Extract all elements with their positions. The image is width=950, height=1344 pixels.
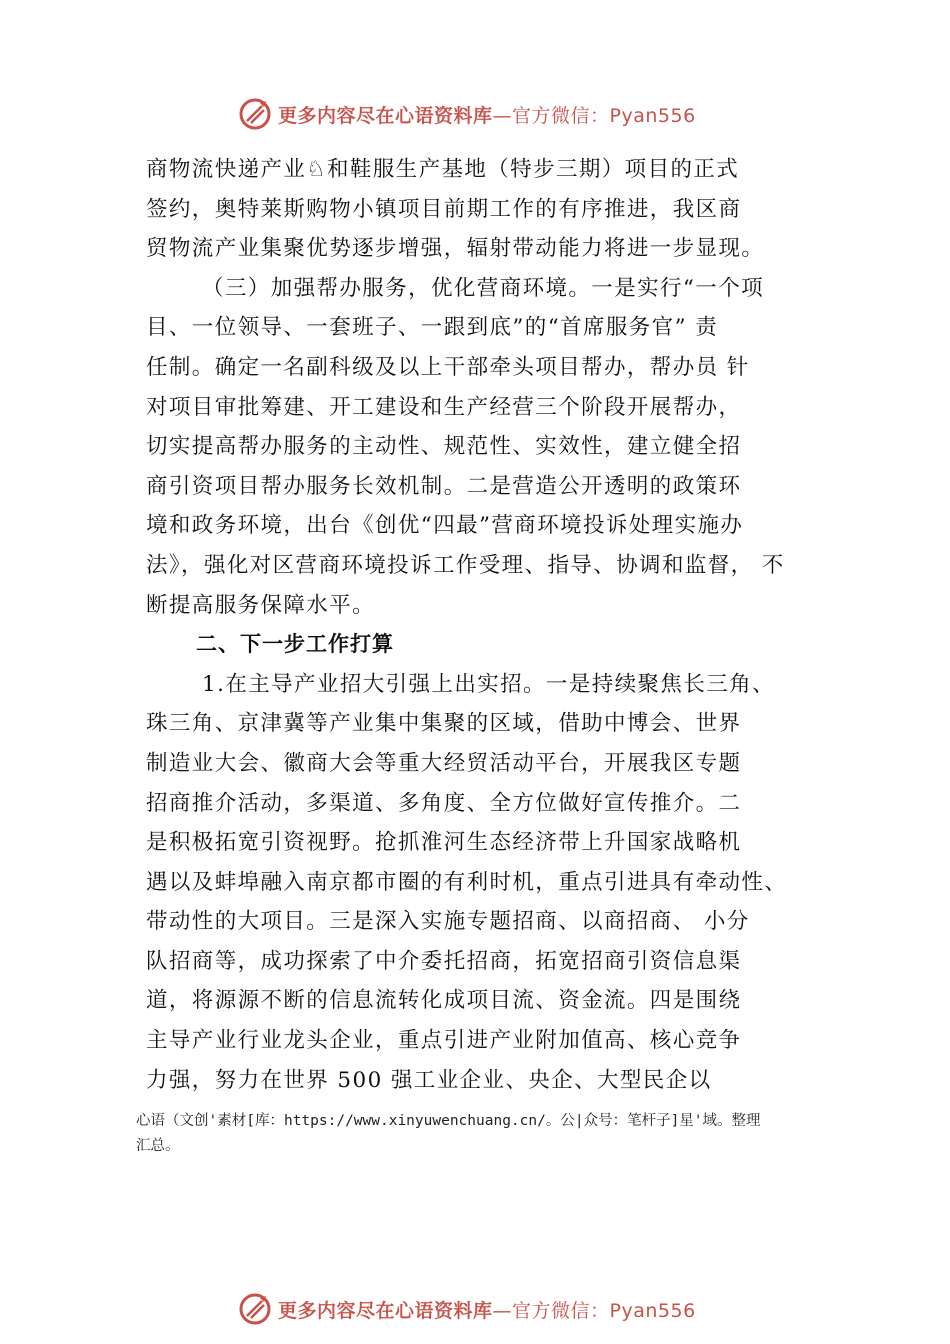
section-heading: 二、下一步工作打算 [196, 632, 394, 657]
paragraph-line: 珠三角、京津冀等产业集中集聚的区域，借助中博会、世界 [146, 711, 742, 737]
paragraph-line: 商物流快递产业♘和鞋服生产基地（特步三期）项目的正式 [146, 157, 740, 182]
paragraph-line: 对项目审批筹建、开工建设和生产经营三个阶段开展帮办， [146, 394, 742, 420]
source-note-line-2: 汇总。 [136, 1138, 180, 1154]
paragraph-line: 是积极拓宽引资视野。抢抓淮河生态经济带上升国家战略机 [146, 830, 742, 856]
footer-banner [238, 1289, 758, 1329]
banner-separator: — [492, 1299, 513, 1322]
paragraph-line: 道，将源源不断的信息流转化成项目流、资金流。四是围绕 [146, 988, 742, 1014]
paragraph-line: 制造业大会、徽商大会等重大经贸活动平台，开展我区专题 [146, 750, 742, 776]
paragraph-line: 遇以及蚌埠融入南京都市圈的有利时机，重点引进具有牵动性、 [146, 869, 788, 895]
paragraph-line: 力强，努力在世界 500 强工业企业、央企、大型民企以 [146, 1067, 712, 1093]
paragraph-line: 签约，奥特莱斯购物小镇项目前期工作的有序推进，我区商 [146, 196, 742, 222]
paragraph-line: 贸物流产业集聚优势逐步增强，辐射带动能力将进一步显现。 [146, 236, 765, 262]
paragraph-line: 法》，强化对区营商环境投诉工作受理、指导、协调和监督， 不 [146, 552, 785, 578]
red-seal-logo-icon [238, 1292, 272, 1326]
banner-title: 更多内容尽在心语资料库 [278, 1299, 493, 1322]
banner-contact: 官方微信：Pyan556 [512, 104, 696, 127]
paragraph-line: 商引资项目帮办服务长效机制。二是营造公开透明的政策环 [146, 473, 742, 499]
paragraph-line: 切实提高帮办服务的主动性、规范性、实效性，建立健全招 [146, 434, 742, 460]
paragraph-line: 招商推介活动，多渠道、多角度、全方位做好宣传推介。二 [146, 790, 742, 816]
banner-title: 更多内容尽在心语资料库 [278, 104, 493, 127]
paragraph-line: 断提高服务保障水平。 [146, 592, 376, 618]
document-body [146, 150, 836, 1100]
red-seal-logo-icon [238, 97, 272, 131]
source-note [136, 1109, 836, 1159]
header-banner [238, 94, 758, 134]
paragraph-line: 目、一位领导、一套班子、一跟到底”的“首席服务官” 责 [146, 315, 719, 341]
paragraph-line: 境和政务环境，出台《创优“四最”营商环境投诉处理实施办 [146, 513, 744, 539]
banner-separator: — [492, 104, 513, 127]
paragraph-line: 带动性的大项目。三是深入实施专题招商、以商招商、 小分 [146, 909, 750, 935]
paragraph-line: 队招商等，成功探索了中介委托招商，拓宽招商引资信息渠 [146, 948, 742, 974]
banner-contact: 官方微信：Pyan556 [512, 1299, 696, 1322]
paragraph-line: 主导产业行业龙头企业，重点引进产业附加值高、核心竞争 [146, 1028, 742, 1054]
paragraph-line: 任制。确定一名副科级及以上干部牵头项目帮办，帮办员 针 [146, 354, 750, 380]
paragraph-line: 1.在主导产业招大引强上出实招。一是持续聚焦长三角、 [202, 671, 775, 697]
banner-text [278, 101, 696, 128]
paragraph-line: （三）加强帮办服务，优化营商环境。一是实行“一个项 [202, 275, 764, 301]
banner-text [278, 1296, 696, 1323]
source-note-line-1: 心语（文创'素材[库：https://www.xinyuwenchuang.cn/。公|众号：笔杆子]星'域。整理 [136, 1113, 761, 1129]
